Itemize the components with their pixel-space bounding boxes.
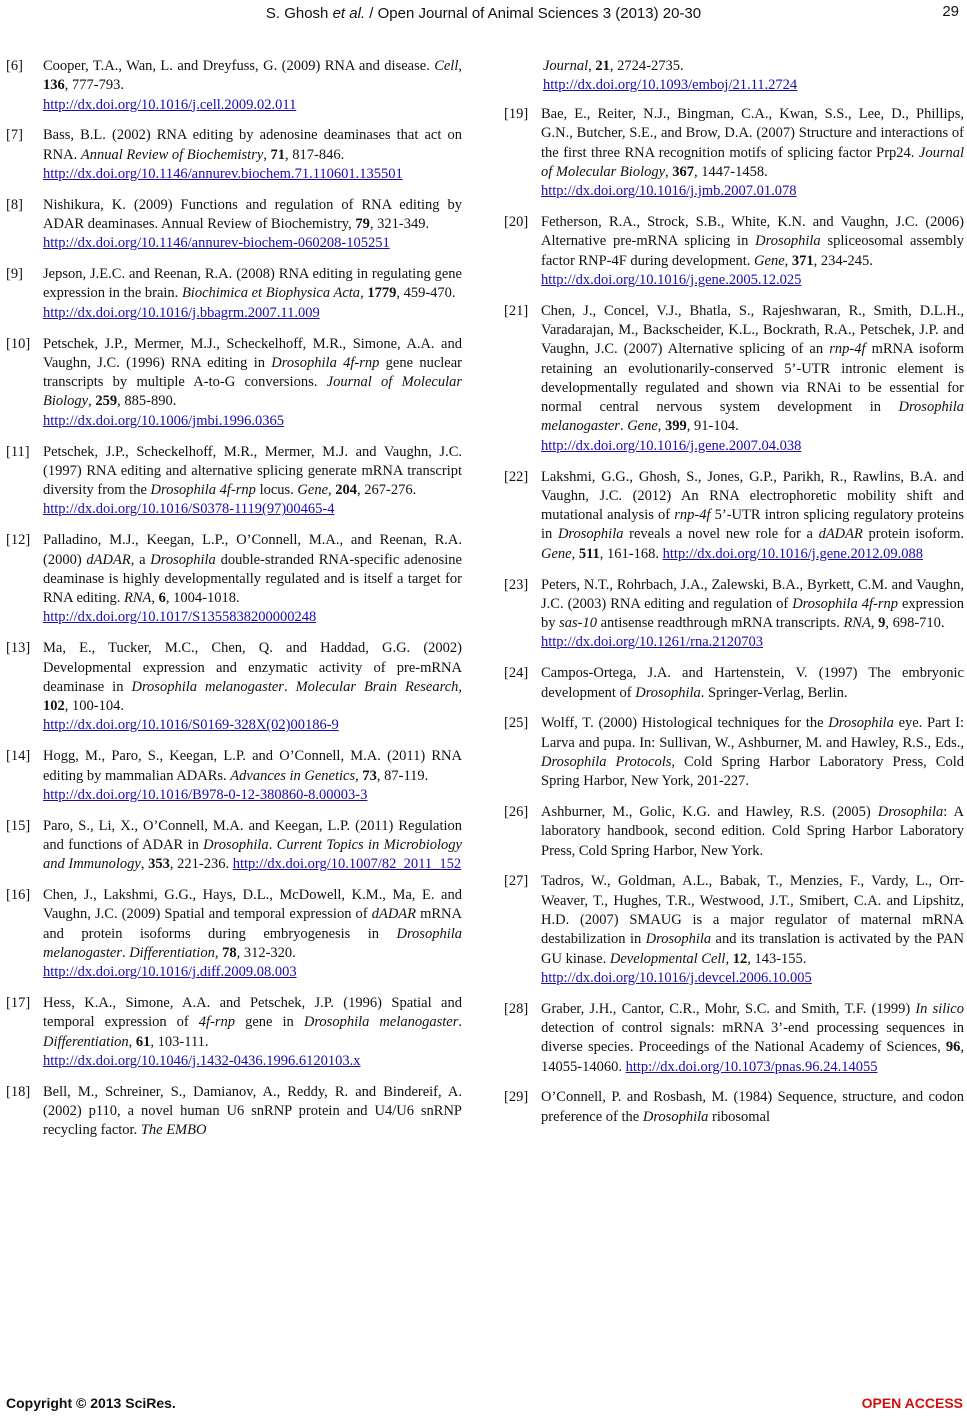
reference-item: [24] Campos-Ortega, J.A. and Hartenstein, V. (1997) The embryonic development of Drosophila. Springer-Verlag, Berlin. <box>504 665 964 701</box>
doi-link[interactable]: http://dx.doi.org/10.1261/rna.2120703 <box>541 634 764 651</box>
reference-item: [6] Cooper, T.A., Wan, L. and Dreyfuss, G. (2009) RNA and disease. Cell, 136, 777-793. http://dx.doi.org/10.1016/j.cell.2009.02.011 <box>6 57 462 115</box>
open-access-label: OPEN ACCESS <box>861 1395 963 1411</box>
doi-link[interactable]: http://dx.doi.org/10.1016/j.cell.2009.02.011 <box>43 96 297 113</box>
reference-item: [18] Bell, M., Schreiner, S., Damianov, A., Reddy, R. and Bindereif, A. (2002) p110, a novel human U6 snRNP protein and U4/U6 snRNP recycling factor. The EMBO <box>6 1083 462 1139</box>
page-header <box>0 0 967 30</box>
reference-item: [14] Hogg, M., Paro, S., Keegan, L.P. and O’Connell, M.A. (2011) RNA editing by mammalian ADARs. Advances in Genetics, 73, 87-119. http://dx.doi.org/10.1016/B978-0-12-380860-8.00003-3 <box>6 747 462 805</box>
reference-item: [27] Tadros, W., Goldman, A.L., Babak, T., Menzies, F., Vardy, L., Orr-Weaver, T., Hughes, T.R., Westwood, J.T., Smibert, C.A. and Lipshitz, H.D. (2007) SMAUG is a major regulator of maternal mRNA destabilization in Drosophila and its translation is activated by the PAN GU kinase. Developmental Cell, 12, 143-155. http://dx.doi.org/10.1016/j.devcel.2006.10.005 <box>504 872 964 988</box>
doi-link[interactable]: http://dx.doi.org/10.1016/S0378-1119(97)00465-4 <box>43 501 335 518</box>
reference-item: [28] Graber, J.H., Cantor, C.R., Mohr, S.C. and Smith, T.F. (1999) In silico detection of control signals: mRNA 3’-end processing sequences in diverse species. Proceedings of the National Academy of Sciences, 96, 14055-14060. http://dx.doi.org/10.1073/pnas.96.24.14055 <box>504 1000 964 1075</box>
doi-link[interactable]: http://dx.doi.org/10.1016/j.jmb.2007.01.078 <box>541 183 797 200</box>
reference-item: [21] Chen, J., Concel, V.J., Bhatla, S., Rajeshwaran, R., Smith, D.L.H., Varadarajan, M., Backscheider, K.L., Bockrath, R.A., Petschek, J.P. and Vaughn, J.C. (2007) Alternative splicing of an rnp-4f mRNA isoform retaining an evolutionarily-conserved 5’-UTR intronic element is developmentally regulated and shown via RNAi to be essential for normal central nervous system development in Drosophila melanogaster. Gene, 399, 91-104. http://dx.doi.org/10.1016/j.gene.2007.04.038 <box>504 302 964 456</box>
doi-link[interactable]: http://dx.doi.org/10.1016/S0169-328X(02)00186-9 <box>43 717 339 734</box>
references-left-column <box>6 57 462 1152</box>
doi-link[interactable]: http://dx.doi.org/10.1146/annurev.biochem.71.110601.135501 <box>43 165 403 182</box>
doi-link[interactable]: http://dx.doi.org/10.1016/j.diff.2009.08.003 <box>43 964 297 981</box>
reference-item: [16] Chen, J., Lakshmi, G.G., Hays, D.L., McDowell, K.M., Ma, E. and Vaughn, J.C. (2009) Spatial and temporal expression of dADAR mRNA and protein isoforms during embryogenesis in Drosophila melanogaster. Differentiation, 78, 312-320. http://dx.doi.org/10.1016/j.diff.2009.08.003 <box>6 886 462 982</box>
doi-link[interactable]: http://dx.doi.org/10.1016/j.gene.2012.09.088 <box>662 545 923 562</box>
reference-item: [22] Lakshmi, G.G., Ghosh, S., Jones, G.P., Parikh, R., Rawlins, B.A. and Vaughn, J.C. (2012) An RNA electrophoretic mobility shift and mutational analysis of rnp-4f 5’-UTR intron splicing regulatory proteins in Drosophila reveals a novel new role for a dADAR protein isoform. Gene, 511, 161-168. http://dx.doi.org/10.1016/j.gene.2012.09.088 <box>504 468 964 562</box>
doi-link[interactable]: http://dx.doi.org/10.1146/annurev-biochem-060208-105251 <box>43 235 390 252</box>
page-number: 29 <box>942 3 959 20</box>
reference-item: [23] Peters, N.T., Rohrbach, J.A., Zalewski, B.A., Byrkett, C.M. and Vaughn, J.C. (2003) RNA editing and regulation of Drosophila 4f-rnp expression by sas-10 antisense readthrough mRNA transcripts. RNA, 9, 698-710. http://dx.doi.org/10.1261/rna.2120703 <box>504 576 964 653</box>
doi-link[interactable]: http://dx.doi.org/10.1007/82_2011_152 <box>232 856 462 873</box>
reference-item: [9] Jepson, J.E.C. and Reenan, R.A. (2008) RNA editing in regulating gene expression in the brain. Biochimica et Biophysica Acta, 1779, 459-470. http://dx.doi.org/10.1016/j.bbagrm.2007.11.009 <box>6 265 462 323</box>
doi-link[interactable]: http://dx.doi.org/10.1016/j.gene.2007.04.038 <box>541 437 802 454</box>
reference-item: [25] Wolff, T. (2000) Histological techniques for the Drosophila eye. Part I: Larva and pupa. In: Sullivan, W., Ashburner, M. and Hawley, R.S., Eds., Drosophila Protocols, Cold Spring Harbor Laboratory Press, Cold Spring Harbor, New York, 201-227. <box>504 715 964 790</box>
reference-item: [19] Bae, E., Reiter, N.J., Bingman, C.A., Kwan, S.S., Lee, D., Phillips, G.N., Butcher, S.E., and Brow, D.A. (2007) Structure and interactions of the first three RNA recognition motifs of splicing factor Prp24. Journal of Molecular Biology, 367, 1447-1458. http://dx.doi.org/10.1016/j.jmb.2007.01.078 <box>504 105 964 201</box>
doi-link[interactable]: http://dx.doi.org/10.1017/S1355838200000248 <box>43 609 317 626</box>
reference-item: [29] O’Connell, P. and Rosbash, M. (1984) Sequence, structure, and codon preference of the Drosophila ribosomal <box>504 1089 964 1125</box>
reference-continuation: Journal, 21, 2724-2735. http://dx.doi.org/10.1093/emboj/21.11.2724 <box>543 58 798 94</box>
doi-link[interactable]: http://dx.doi.org/10.1016/j.devcel.2006.10.005 <box>541 969 812 986</box>
page-footer <box>0 1392 967 1416</box>
reference-item: [13] Ma, E., Tucker, M.C., Chen, Q. and Haddad, G.G. (2002) Developmental expression and enzymatic activity of pre-mRNA deaminase in Drosophila melanogaster. Molecular Brain Research, 102, 100-104. http://dx.doi.org/10.1016/S0169-328X(02)00186-9 <box>6 639 462 735</box>
reference-item: [17] Hess, K.A., Simone, A.A. and Petschek, J.P. (1996) Spatial and temporal expression of 4f-rnp gene in Drosophila melanogaster. Differentiation, 61, 103-111. http://dx.doi.org/10.1046/j.1432-0436.1996.6120103.x <box>6 994 462 1071</box>
reference-item: [11] Petschek, J.P., Scheckelhoff, M.R., Mermer, M.J. and Vaughn, J.C. (1997) RNA editing and alternative splicing generate mRNA transcript diversity from the Drosophila 4f-rnp locus. Gene, 204, 267-276. http://dx.doi.org/10.1016/S0378-1119(97)00465-4 <box>6 443 462 520</box>
reference-item: [10] Petschek, J.P., Mermer, M.J., Scheckelhoff, M.R., Simone, A.A. and Vaughn, J.C. (1996) RNA editing in Drosophila 4f-rnp gene nuclear transcripts by multiple A-to-G conversions. Journal of Molecular Biology, 259, 885-890. http://dx.doi.org/10.1006/jmbi.1996.0365 <box>6 335 462 431</box>
doi-link[interactable]: http://dx.doi.org/10.1006/jmbi.1996.0365 <box>43 412 285 429</box>
reference-item: [8] Nishikura, K. (2009) Functions and regulation of RNA editing by ADAR deaminases. Annual Review of Biochemistry, 79, 321-349. http://dx.doi.org/10.1146/annurev-biochem-060208-105251 <box>6 196 462 254</box>
doi-link[interactable]: http://dx.doi.org/10.1046/j.1432-0436.1996.6120103.x <box>43 1052 361 1069</box>
doi-link[interactable]: http://dx.doi.org/10.1016/B978-0-12-380860-8.00003-3 <box>43 786 368 803</box>
doi-link[interactable]: http://dx.doi.org/10.1016/j.bbagrm.2007.11.009 <box>43 304 320 321</box>
reference-item: [26] Ashburner, M., Golic, K.G. and Hawley, R.S. (2005) Drosophila: A laboratory handbook, second edition. Cold Spring Harbor Laboratory Press, Cold Spring Harbor, New York. <box>504 804 964 859</box>
copyright-notice: Copyright © 2013 SciRes. <box>6 1395 176 1411</box>
reference-item: [20] Fetherson, R.A., Strock, S.B., White, K.N. and Vaughn, J.C. (2006) Alternative pre-mRNA splicing in Drosophila spliceosomal assembly factor RNP-4F during development. Gene, 371, 234-245. http://dx.doi.org/10.1016/j.gene.2005.12.025 <box>504 213 964 290</box>
reference-item: [7] Bass, B.L. (2002) RNA editing by adenosine deaminases that act on RNA. Annual Review of Biochemistry, 71, 817-846. http://dx.doi.org/10.1146/annurev.biochem.71.110601.135501 <box>6 126 462 184</box>
doi-link[interactable]: http://dx.doi.org/10.1016/j.gene.2005.12.025 <box>541 271 802 288</box>
doi-link[interactable]: http://dx.doi.org/10.1073/pnas.96.24.14055 <box>625 1058 878 1075</box>
reference-item: [12] Palladino, M.J., Keegan, L.P., O’Connell, M.A., and Reenan, R.A. (2000) dADAR, a Drosophila double-stranded RNA-specific adenosine deaminase is highly developmentally regulated and is itself a target for RNA editing. RNA, 6, 1004-1018. http://dx.doi.org/10.1017/S1355838200000248 <box>6 531 462 627</box>
doi-link[interactable]: http://dx.doi.org/10.1093/emboj/21.11.2724 <box>543 77 798 94</box>
references-right-column <box>504 105 964 1138</box>
running-title: S. Ghosh et al. / Open Journal of Animal Sciences 3 (2013) 20-30 <box>265 5 702 22</box>
reference-item: [15] Paro, S., Li, X., O’Connell, M.A. and Keegan, L.P. (2011) Regulation and functions of ADAR in Drosophila. Current Topics in Microbiology and Immunology, 353, 221-236. http://dx.doi.org/10.1007/82_2011_152 <box>6 817 462 873</box>
